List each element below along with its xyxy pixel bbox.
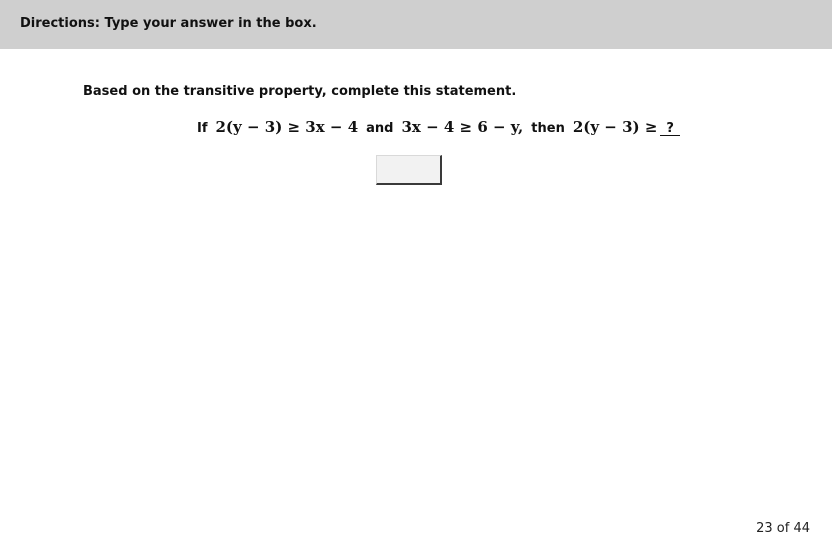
- question-prompt: Based on the transitive property, complete this statement.: [83, 84, 517, 99]
- if-word: If: [197, 121, 208, 136]
- and-word: and: [366, 121, 394, 136]
- answer-input[interactable]: [376, 155, 442, 185]
- directions-text: Directions: Type your answer in the box.: [20, 16, 317, 31]
- expression-1: 2(y − 3) ≥ 3x − 4: [215, 118, 359, 136]
- expression-2: 3x − 4 ≥ 6 − y,: [401, 118, 524, 136]
- expression-3: 2(y − 3) ≥: [572, 118, 658, 136]
- answer-blank: ?: [660, 122, 680, 136]
- directions-bar: [0, 0, 832, 49]
- question-counter: 23 of 44: [756, 521, 810, 536]
- then-word: then: [531, 121, 565, 136]
- math-statement: [197, 118, 680, 136]
